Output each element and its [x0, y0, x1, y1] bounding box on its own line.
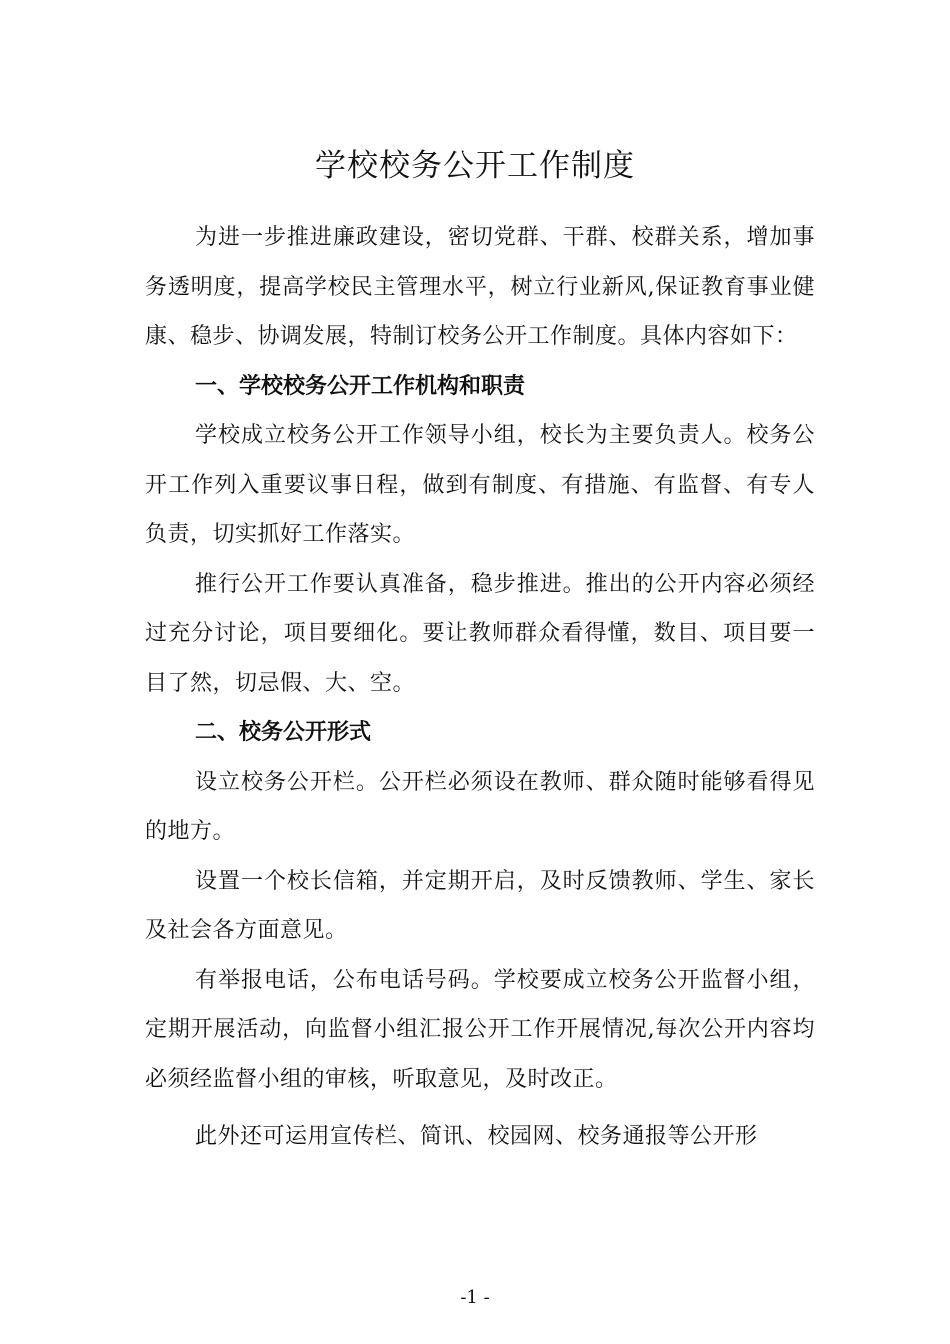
section-heading-1: 一、学校校务公开工作机构和职责 [195, 373, 526, 399]
section-2-paragraph-4: 此外还可运用宣传栏、简讯、校园网、校务通报等公开形 [195, 1124, 758, 1149]
paragraph-gap [145, 1104, 815, 1112]
section-1-paragraph-1: 学校成立校务公开工作领导小组，校长为主要负责人。校务公开工作列入重要议事日程，做到有制度、有措施、有监督、有专人负责，切实抓好工作落实。 [145, 423, 815, 547]
document-body [145, 213, 815, 1162]
section-2-paragraph-3: 有举报电话，公布电话号码。学校要成立校务公开监督小组，定期开展活动，向监督小组汇报公开工作开展情况,每次公开内容均必须经监督小组的审核，听取意见，及时改正。 [145, 967, 815, 1092]
document-title: 学校校务公开工作制度 [315, 148, 635, 184]
section-2-paragraph-1: 设立校务公开栏。公开栏必须设在教师、群众随时能够看得见的地方。 [145, 769, 815, 844]
section-1-paragraph-2: 推行公开工作要认真准备，稳步推进。推出的公开内容必须经过充分讨论，项目要细化。要让教师群众看得懂，数目、项目要一目了然，切忌假、大、空。 [145, 571, 815, 696]
intro-paragraph: 为进一步推进廉政建设，密切党群、干群、校群关系，增加事务透明度，提高学校民主管理水平，树立行业新风,保证教育事业健康、稳步、协调发展，特制订校务公开工作制度。具体内容如下： [145, 225, 815, 349]
section-heading-2: 二、校务公开形式 [195, 720, 372, 745]
section-2-paragraph-2: 设置一个校长信箱，并定期开启，及时反馈教师、学生、家长及社会各方面意见。 [145, 868, 815, 943]
page-number: -1 - [460, 1287, 490, 1308]
